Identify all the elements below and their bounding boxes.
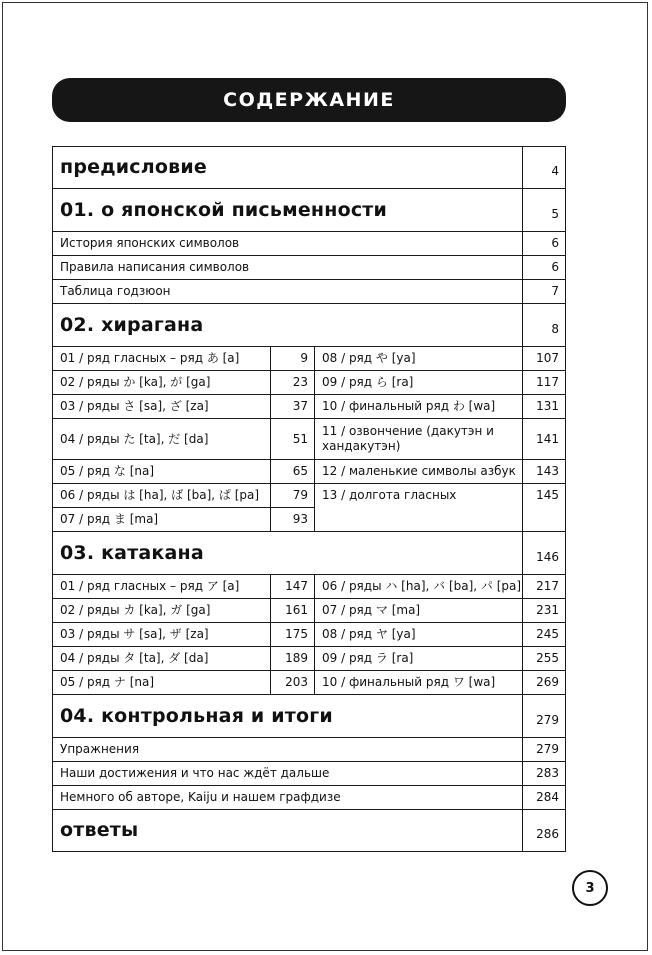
section-page: 286 (523, 810, 566, 852)
item-title: 08 / ряд や [ya] (315, 347, 523, 371)
item-title: 09 / ряд ら [ra] (315, 371, 523, 395)
toc-item-row (53, 623, 566, 647)
toc-item-row (53, 395, 566, 419)
toc-section-03 (53, 532, 566, 575)
page-title: СОДЕРЖАНИЕ (52, 78, 566, 122)
item-page: 9 (271, 347, 315, 371)
toc-section-04 (53, 695, 566, 738)
item-title: 10 / финальный ряд ワ [wa] (315, 671, 523, 695)
item-page: 145 (523, 484, 566, 532)
toc-item (53, 280, 566, 304)
item-title: 10 / финальный ряд わ [wa] (315, 395, 523, 419)
item-page: 6 (523, 232, 566, 256)
section-title: 04. контрольная и итоги (53, 695, 523, 738)
item-page: 231 (523, 599, 566, 623)
item-title: Наши достижения и что нас ждёт дальше (53, 762, 523, 786)
item-page: 189 (271, 647, 315, 671)
item-title: 13 / долгота гласных (315, 484, 523, 532)
section-page: 8 (523, 304, 566, 347)
item-title: 05 / ряд ナ [na] (53, 671, 271, 695)
item-page: 79 (271, 484, 315, 508)
item-title: Упражнения (53, 738, 523, 762)
item-title: 03 / ряды サ [sa], ザ [za] (53, 623, 271, 647)
toc-item-row (53, 599, 566, 623)
item-page: 284 (523, 786, 566, 810)
item-title: 07 / ряд ま [ma] (53, 508, 271, 532)
toc-item-row (53, 484, 566, 508)
table-of-contents (52, 146, 566, 852)
item-page: 283 (523, 762, 566, 786)
item-title: История японских символов (53, 232, 523, 256)
item-page: 131 (523, 395, 566, 419)
section-page: 146 (523, 532, 566, 575)
toc-item-row (53, 371, 566, 395)
section-title: 03. катакана (53, 532, 523, 575)
toc-item (53, 256, 566, 280)
item-title: Немного об авторе, Kaiju и нашем графдизе (53, 786, 523, 810)
item-title: 09 / ряд ラ [ra] (315, 647, 523, 671)
toc-section-02 (53, 304, 566, 347)
toc-item-row (53, 575, 566, 599)
toc-item-row (53, 460, 566, 484)
item-title: Правила написания символов (53, 256, 523, 280)
item-page: 37 (271, 395, 315, 419)
section-title: 02. хирагана (53, 304, 523, 347)
toc-section-preface (53, 147, 566, 189)
item-page: 51 (271, 419, 315, 460)
item-title: 06 / ряды ハ [ha], バ [ba], パ [pa] (315, 575, 523, 599)
item-title: 02 / ряды か [ka], が [ga] (53, 371, 271, 395)
page-number-badge: 3 (572, 870, 608, 906)
section-page: 5 (523, 189, 566, 232)
item-title: 05 / ряд な [na] (53, 460, 271, 484)
item-page: 65 (271, 460, 315, 484)
toc-item-row (53, 419, 566, 460)
item-title: 08 / ряд ヤ [ya] (315, 623, 523, 647)
section-title: ответы (53, 810, 523, 852)
toc-item (53, 738, 566, 762)
item-title: 07 / ряд マ [ma] (315, 599, 523, 623)
section-page: 279 (523, 695, 566, 738)
item-page: 147 (271, 575, 315, 599)
toc-item-row (53, 647, 566, 671)
item-title: Таблица годзюон (53, 280, 523, 304)
item-page: 217 (523, 575, 566, 599)
item-title: 02 / ряды カ [ka], ガ [ga] (53, 599, 271, 623)
section-page: 4 (523, 147, 566, 189)
item-title: 03 / ряды さ [sa], ざ [za] (53, 395, 271, 419)
toc-item (53, 762, 566, 786)
item-page: 279 (523, 738, 566, 762)
section-title: предисловие (53, 147, 523, 189)
item-page: 161 (271, 599, 315, 623)
item-page: 141 (523, 419, 566, 460)
item-title: 01 / ряд гласных – ряд ア [a] (53, 575, 271, 599)
item-page: 143 (523, 460, 566, 484)
item-page: 203 (271, 671, 315, 695)
toc-item-row (53, 347, 566, 371)
item-title: 04 / ряды タ [ta], ダ [da] (53, 647, 271, 671)
toc-item (53, 786, 566, 810)
item-title: 11 / озвончение (дакутэн и хандакутэн) (315, 419, 523, 460)
item-title: 06 / ряды は [ha], ば [ba], ぱ [pa] (53, 484, 271, 508)
item-page: 255 (523, 647, 566, 671)
item-title: 01 / ряд гласных – ряд あ [a] (53, 347, 271, 371)
toc-section-answers (53, 810, 566, 852)
item-page: 23 (271, 371, 315, 395)
section-title: 01. о японской письменности (53, 189, 523, 232)
toc-item (53, 232, 566, 256)
item-page: 7 (523, 280, 566, 304)
item-page: 269 (523, 671, 566, 695)
item-page: 117 (523, 371, 566, 395)
toc-item-row (53, 671, 566, 695)
item-page: 107 (523, 347, 566, 371)
item-title: 04 / ряды た [ta], だ [da] (53, 419, 271, 460)
item-title: 12 / маленькие символы азбук (315, 460, 523, 484)
item-page: 93 (271, 508, 315, 532)
item-page: 175 (271, 623, 315, 647)
item-page: 6 (523, 256, 566, 280)
toc-section-01 (53, 189, 566, 232)
item-page: 245 (523, 623, 566, 647)
